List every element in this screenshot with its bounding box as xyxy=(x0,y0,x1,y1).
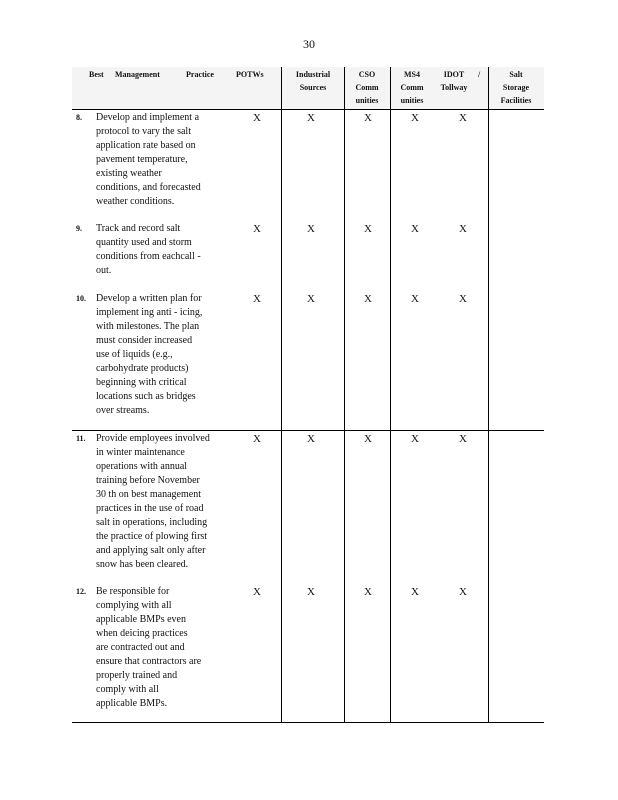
mark-potws: X xyxy=(253,223,261,235)
row-number: 9. xyxy=(76,224,82,233)
mark-ms4: X xyxy=(411,586,419,598)
header-salt-storage-facilities: Salt Storage Facilities xyxy=(500,70,532,105)
row-practice-text: Provide employees involved in winter maintenance operations with annual training before November 30 th on best management practices in the use of road salt in operations, including the practice of plowing first and applying salt only after snow has been cleared. xyxy=(96,433,210,570)
mark-industrial: X xyxy=(307,223,315,235)
mark-potws: X xyxy=(253,433,261,445)
header-best: Best xyxy=(89,70,104,79)
mark-ms4: X xyxy=(411,223,419,235)
mark-idot: X xyxy=(459,223,467,235)
header-cso-communities: CSO Comm unities xyxy=(355,70,379,105)
mark-idot: X xyxy=(459,586,467,598)
mark-cso: X xyxy=(364,112,372,124)
column-rule xyxy=(488,67,489,723)
mark-ms4: X xyxy=(411,433,419,445)
row-practice-text: Develop and implement a protocol to vary the salt application rate based on pavement temperature, existing weather conditions, and forecasted weather conditions. xyxy=(96,112,201,207)
mark-cso: X xyxy=(364,433,372,445)
row-divider xyxy=(72,430,544,431)
mark-cso: X xyxy=(364,293,372,305)
row-number: 8. xyxy=(76,113,82,122)
mark-industrial: X xyxy=(307,112,315,124)
mark-idot: X xyxy=(459,293,467,305)
bmp-table xyxy=(72,67,544,709)
table-header-row xyxy=(72,67,544,110)
mark-industrial: X xyxy=(307,293,315,305)
column-rule xyxy=(281,67,282,723)
header-ms4-communities: MS4 Comm unities xyxy=(400,70,424,105)
header-idot-tollway: IDOT Tollway xyxy=(440,70,468,92)
mark-potws: X xyxy=(253,112,261,124)
header-slash: / xyxy=(478,70,481,79)
mark-ms4: X xyxy=(411,112,419,124)
row-practice-text: Track and record salt quantity used and storm conditions from eachcall - out. xyxy=(96,223,201,276)
mark-industrial: X xyxy=(307,433,315,445)
page-number: 30 xyxy=(303,37,315,51)
mark-industrial: X xyxy=(307,586,315,598)
mark-ms4: X xyxy=(411,293,419,305)
header-practice: Practice xyxy=(186,70,214,79)
row-number: 12. xyxy=(76,587,86,596)
mark-idot: X xyxy=(459,433,467,445)
column-rule xyxy=(344,67,345,723)
mark-potws: X xyxy=(253,293,261,305)
header-potws: POTWs xyxy=(236,70,264,79)
column-rule xyxy=(390,67,391,723)
table-bottom-rule xyxy=(72,722,544,723)
mark-idot: X xyxy=(459,112,467,124)
mark-cso: X xyxy=(364,223,372,235)
mark-potws: X xyxy=(253,586,261,598)
row-number: 11. xyxy=(76,434,86,443)
row-practice-text: Develop a written plan for implement ing anti - icing, with milestones. The plan must consider increased use of liquids (e.g., carbohydrate products) beginning with critical locations such as bridges over streams. xyxy=(96,293,203,416)
header-industrial-sources: Industrial Sources xyxy=(295,70,331,92)
row-number: 10. xyxy=(76,294,86,303)
row-practice-text: Be responsible for complying with all applicable BMPs even when deicing practices are contracted out and ensure that contractors are properly trained and comply with all applicable BMPs. xyxy=(96,586,202,709)
header-management: Management xyxy=(115,70,160,79)
mark-cso: X xyxy=(364,586,372,598)
